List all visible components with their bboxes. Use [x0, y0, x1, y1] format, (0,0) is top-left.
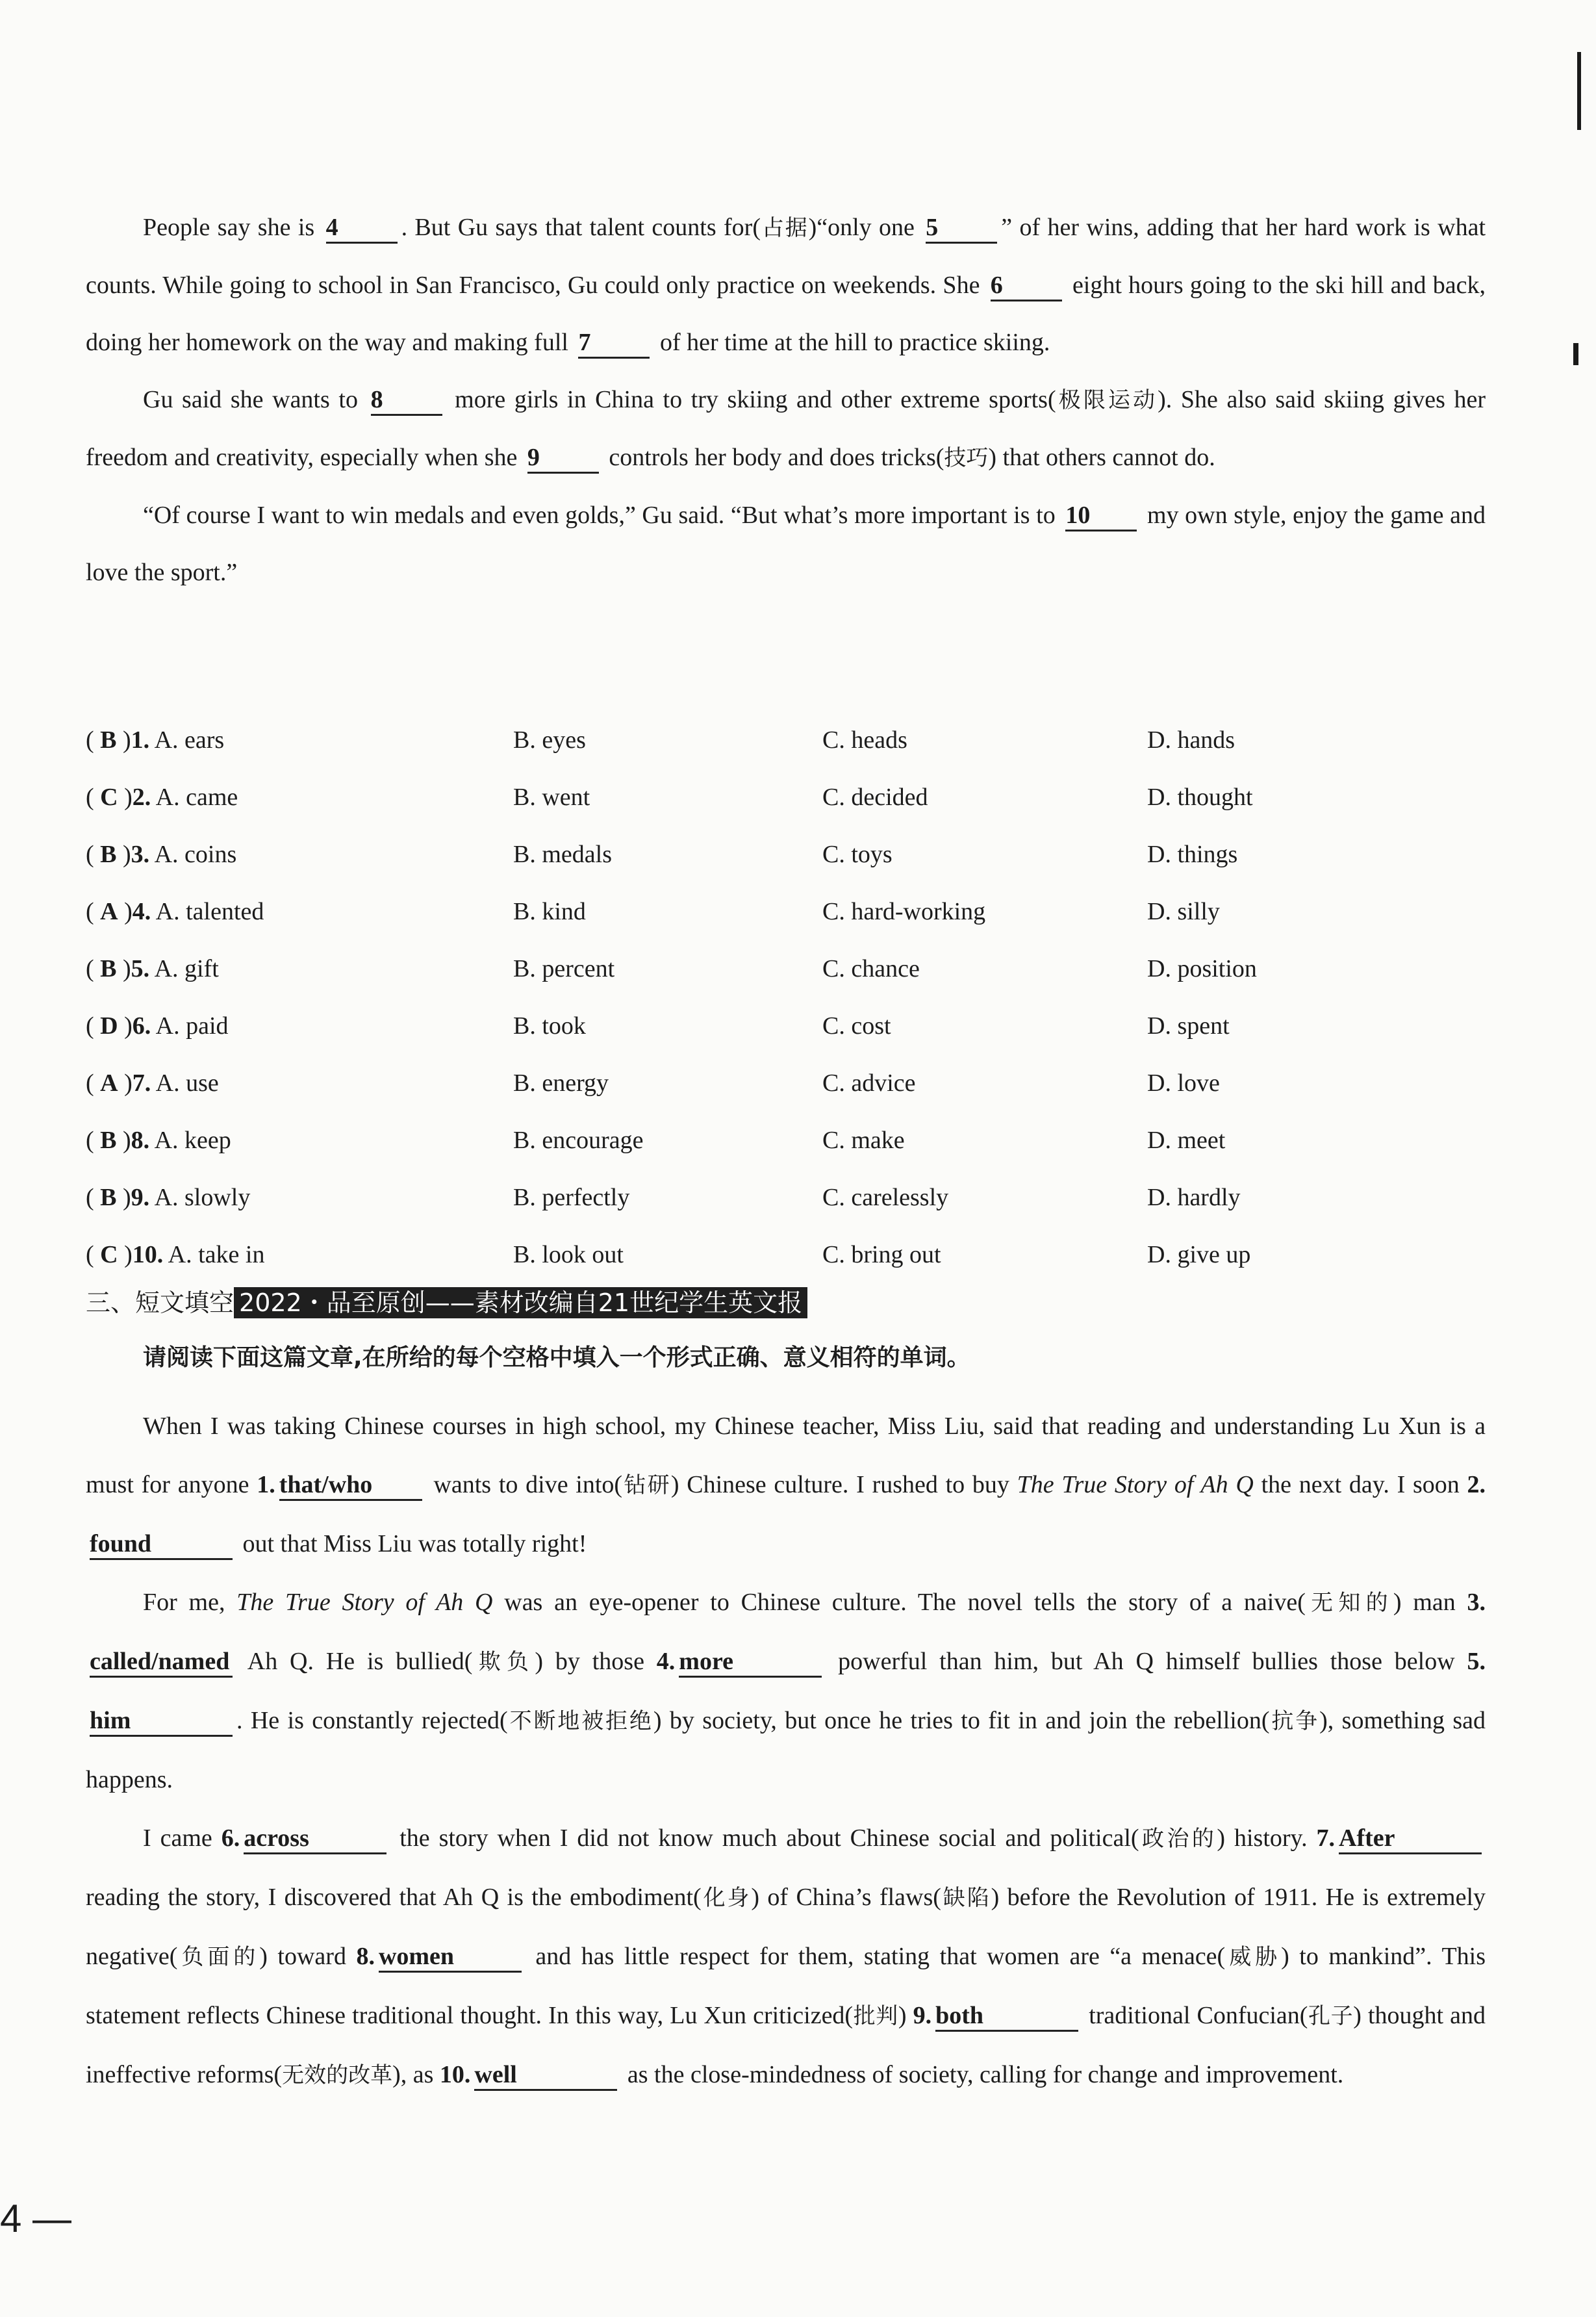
- option-c: C. decided: [822, 784, 928, 811]
- option-row-4: ( A )4. A. talented B. kind C. hard-working D. silly: [86, 883, 1486, 940]
- answer-blank-1: that/who: [279, 1470, 422, 1501]
- option-row-7: ( A )7. A. use B. energy C. advice D. love: [86, 1055, 1486, 1112]
- option-d: D. hardly: [1147, 1184, 1241, 1211]
- passage-1-paragraph-2: Gu said she wants to 8 more girls in China to try skiing and other extreme sports(极限运动). She also said skiing gives her freedom and creativity, especially when she 9 controls her body and does tricks(技巧) that others cannot do.: [86, 371, 1486, 487]
- option-c: C. advice: [822, 1069, 916, 1097]
- answer-5: B: [100, 955, 117, 982]
- answer-8: B: [100, 1127, 117, 1154]
- option-d: D. thought: [1147, 784, 1253, 811]
- option-c: C. hard-working: [822, 898, 986, 925]
- answer-blank-7: After: [1339, 1824, 1482, 1854]
- answer-2: C: [100, 784, 118, 811]
- option-c: C. chance: [822, 955, 920, 982]
- section-3-instruction: 请阅读下面这篇文章,在所给的每个空格中填入一个形式正确、意义相符的单词。: [143, 1344, 970, 1371]
- right-edge-mark: [1577, 52, 1581, 130]
- option-c: C. heads: [822, 726, 907, 754]
- option-row-10: ( C )10. A. take in B. look out C. bring out D. give up: [86, 1226, 1486, 1283]
- answer-6: D: [100, 1012, 118, 1040]
- answer-3: B: [100, 841, 117, 868]
- passage-2-paragraph-1: When I was taking Chinese courses in high school, my Chinese teacher, Miss Liu, said that reading and understanding Lu Xun is a must for anyone 1. that/who wants to dive into(钻研) Chinese culture. I rushed to buy The True Story of Ah Q the next day. I soon 2.found out that Miss Liu was totally right!: [86, 1397, 1486, 1573]
- option-row-5: ( B )5. A. gift B. percent C. chance D. position: [86, 940, 1486, 997]
- option-c: C. toys: [822, 841, 893, 868]
- passage-2-paragraph-3: I came 6. across the story when I did not know much about Chinese social and political(政治的) history. 7. After reading the story, I discovered that Ah Q is the embodiment(化身) of China’s flaws(缺陷) before the Revolution of 1911. He is extremely negative(负面的) toward 8. women and has little respect for them, stating that women are “a menace(威胁) to mankind”. This statement reflects Chinese traditional thought. In this way, Lu Xun criticized(批判) 9. both traditional Confucian(孔子) thought and ineffective reforms(无效的改革), as 10. well as the close-mindedness of society, calling for change and improvement.: [86, 1809, 1486, 2105]
- answer-4: A: [100, 898, 118, 925]
- option-b: B. encourage: [513, 1127, 644, 1154]
- option-b: B. energy: [513, 1069, 609, 1097]
- option-c: C. bring out: [822, 1241, 941, 1268]
- option-row-6: ( D )6. A. paid B. took C. cost D. spent: [86, 997, 1486, 1055]
- option-b: B. medals: [513, 841, 612, 868]
- answer-10: C: [100, 1241, 118, 1268]
- passage-1-paragraph-3: “Of course I want to win medals and even golds,” Gu said. “But what’s more important is to 10 my own style, enjoy the game and love the sport.”: [86, 502, 1486, 586]
- answer-blank-8: women: [379, 1942, 522, 1973]
- option-d: D. hands: [1147, 726, 1235, 754]
- option-d: D. silly: [1147, 898, 1220, 925]
- option-d: D. love: [1147, 1069, 1220, 1097]
- answer-7: A: [100, 1069, 118, 1097]
- option-b: B. look out: [513, 1241, 624, 1268]
- option-b: B. perfectly: [513, 1184, 630, 1211]
- blank-10: 10: [1065, 501, 1137, 531]
- option-d: D. spent: [1147, 1012, 1230, 1040]
- blank-5: 5: [926, 213, 997, 244]
- option-row-9: ( B )9. A. slowly B. perfectly C. carelessly D. hardly: [86, 1169, 1486, 1226]
- option-c: C. make: [822, 1127, 905, 1154]
- blank-6: 6: [991, 271, 1062, 301]
- option-row-1: ( B )1. A. ears B. eyes C. heads D. hands: [86, 711, 1486, 769]
- option-d: D. things: [1147, 841, 1238, 868]
- blank-4: 4: [326, 213, 398, 244]
- option-row-8: ( B )8. A. keep B. encourage C. make D. meet: [86, 1112, 1486, 1169]
- answer-blank-3: called/named: [90, 1647, 233, 1678]
- answer-blank-9: both: [935, 2001, 1078, 2032]
- option-b: B. kind: [513, 898, 586, 925]
- answer-blank-6: across: [244, 1824, 386, 1854]
- option-row-3: ( B )3. A. coins B. medals C. toys D. things: [86, 826, 1486, 883]
- option-d: D. meet: [1147, 1127, 1226, 1154]
- blank-8: 8: [371, 385, 442, 416]
- option-row-2: ( C )2. A. came B. went C. decided D. thought: [86, 769, 1486, 826]
- answer-9: B: [100, 1184, 117, 1211]
- answer-blank-10: well: [474, 2060, 617, 2091]
- option-b: B. eyes: [513, 726, 586, 754]
- answer-blank-5: him: [90, 1706, 233, 1737]
- passage-2-paragraph-2: For me, The True Story of Ah Q was an eye-opener to Chinese culture. The novel tells the story of a naive(无知的) man 3.called/named Ah Q. He is bullied(欺负) by those 4. more powerful than him, but Ah Q himself bullies those below 5.him . He is constantly rejected(不断地被拒绝) by society, but once he tries to fit in and join the rebellion(抗争), something sad happens.: [86, 1589, 1486, 1793]
- right-edge-dot: [1573, 343, 1578, 365]
- option-b: B. took: [513, 1012, 586, 1040]
- section-3-heading: 三、短文填空 2022・品至原创——素材改编自21世纪学生英文报: [86, 1283, 807, 1322]
- option-b: B. went: [513, 784, 590, 811]
- answer-1: B: [100, 726, 117, 754]
- passage-1-paragraph-1: People say she is 4 . But Gu says that talent counts for(占据)“only one 5 ” of her wins, adding that her hard work is what counts. While going to school in San Francisco, Gu could only practice on weekends. She 6 eight hours going to the ski hill and back, doing her homework on the way and making full 7 of her time at the hill to practice skiing.: [86, 199, 1486, 371]
- option-c: C. cost: [822, 1012, 891, 1040]
- option-b: B. percent: [513, 955, 615, 982]
- option-c: C. carelessly: [822, 1184, 949, 1211]
- passage-2: [86, 1397, 1486, 2105]
- page-number: 4 —: [0, 2197, 72, 2240]
- source-tag: 2022・品至原创——素材改编自21世纪学生英文报: [234, 1287, 807, 1318]
- option-d: D. give up: [1147, 1241, 1251, 1268]
- blank-9: 9: [527, 443, 599, 474]
- option-d: D. position: [1147, 955, 1257, 982]
- passage-1: [86, 199, 1486, 601]
- answer-blank-4: more: [679, 1647, 822, 1678]
- answer-blank-2: found: [90, 1530, 233, 1560]
- blank-7: 7: [578, 328, 650, 359]
